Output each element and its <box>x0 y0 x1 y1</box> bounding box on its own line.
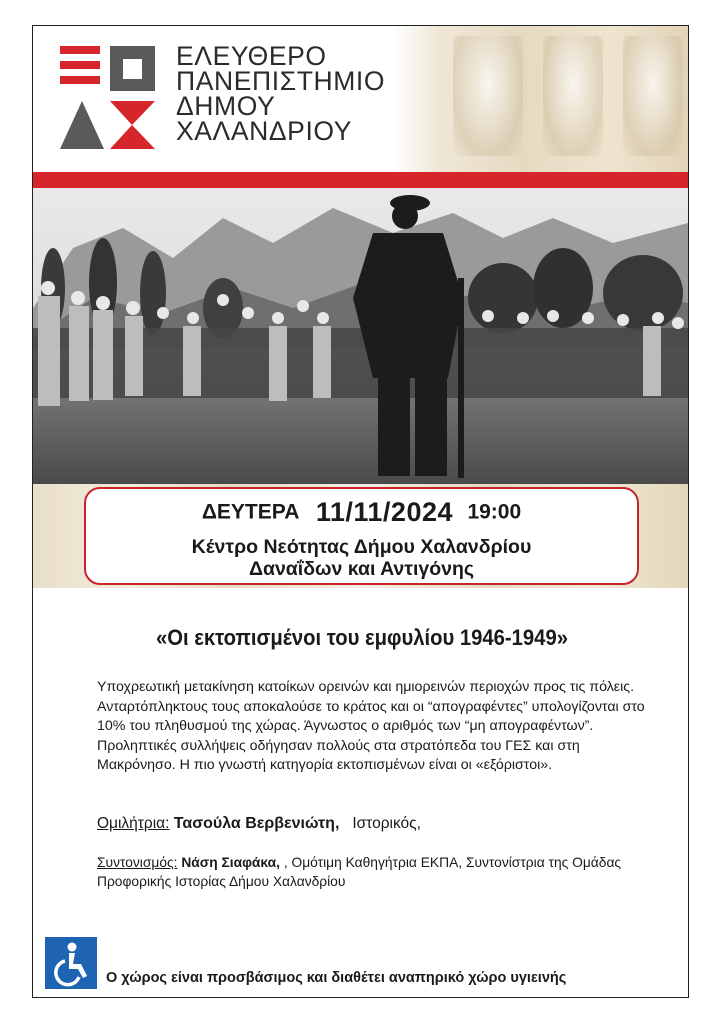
moderator-line <box>97 853 637 891</box>
logo-line: ΠΑΝΕΠΙΣΤΗΜΙΟ <box>176 66 386 96</box>
ep-logo-mark-icon <box>60 46 160 149</box>
moderator-name: Νάση Σιαφάκα, <box>181 855 280 870</box>
logo-line: ΧΑΛΑΝΔΡΙΟΥ <box>176 116 353 146</box>
speaker-role: Ιστορικός, <box>352 815 421 832</box>
moderator-role: , Ομότιμη Καθηγήτρια ΕΚΠΑ, Συντονίστρια της Ομάδας Προφορικής Ιστορίας Δήμου Χαλανδρίου <box>97 855 622 889</box>
lecture-description: Υποχρεωτική μετακίνηση κατοίκων ορεινών και ημιορεινών περιοχών προς τις πόλεις. Ανταρτόπληκτους τους αποκαλούσε το κράτος και οι “απογραφέντες” υπολογίζονται στο 10% του πληθυσμού της χώρας. Άγνωστος ο αριθμός των “μη απογραφέντων”. Προληπτικές συλλήψεις οδήγησαν πολλούς στα στρατόπεδα του ΓΕΣ και στη Μακρόνησο. Η πιο γνωστή κατηγορία εκτοπισμένων είναι οι «εξόριστοι». <box>97 679 645 773</box>
logo-wordmark <box>176 41 386 146</box>
date-line <box>86 497 637 528</box>
event-info-box <box>84 487 639 585</box>
event-time: 19:00 <box>467 500 522 524</box>
event-venue <box>86 536 637 580</box>
marble-relief <box>543 36 603 156</box>
speaker-label: Ομιλήτρια: <box>97 815 170 832</box>
accessibility-note: Ο χώρος είναι προσβάσιμος και διαθέτει αναπηρικό χώρο υγιεινής <box>106 970 567 986</box>
red-divider-bar <box>33 172 688 188</box>
historical-photo <box>33 188 688 484</box>
marble-relief <box>453 36 523 156</box>
logo-line: ΔΗΜΟΥ <box>176 91 276 121</box>
marble-relief <box>623 36 683 156</box>
event-day: ΔΕΥΤΕΡΑ <box>201 500 300 524</box>
logo-line: ΕΛΕΥΘΕΡΟ <box>176 41 327 71</box>
moderator-label: Συντονισμός: <box>97 855 178 870</box>
event-date: 11/11/2024 <box>315 497 453 527</box>
speaker-name: Τασούλα Βερβενιώτη, <box>173 815 340 832</box>
wheelchair-icon <box>45 937 97 989</box>
lecture-title: «Οι εκτοπισμένοι του εμφυλίου 1946-1949» <box>156 625 568 650</box>
venue-line: Κέντρο Νεότητας Δήμου Χαλανδρίου <box>191 536 532 558</box>
speaker-line <box>97 815 421 833</box>
venue-line: Δαναΐδων και Αντιγόνης <box>248 558 475 580</box>
